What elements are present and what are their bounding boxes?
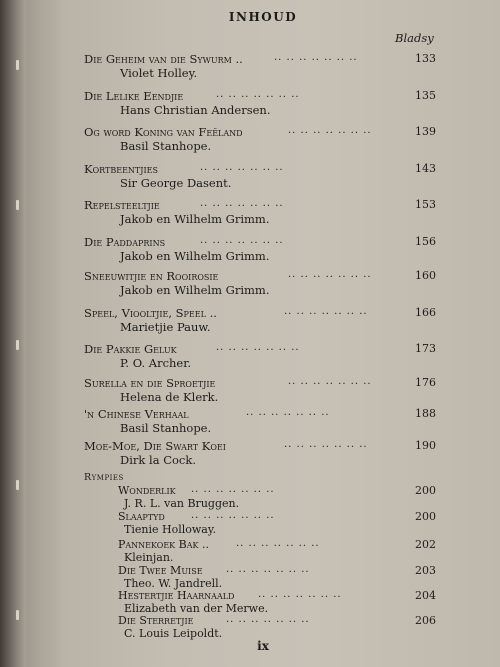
entry-title: Speel, Viooltjie, Speel .. [84, 306, 217, 320]
entry-title: Die Twee Muise [118, 564, 203, 577]
entry-page-number: 166 [415, 306, 436, 319]
toc-entry [26, 52, 500, 82]
entry-title: Surella en die Sproetjie [84, 376, 216, 390]
entry-title: Kortbeentjies [84, 162, 158, 176]
section-heading: Rympies [84, 472, 124, 483]
toc-entry [26, 439, 500, 469]
entry-author: Jakob en Wilhelm Grimm. [120, 283, 270, 297]
toc-entry [26, 198, 500, 228]
entry-page-number: 143 [415, 162, 436, 175]
entry-title: Wonderlik [118, 484, 176, 497]
entry-page-number: 153 [415, 198, 436, 211]
entry-author: Hans Christian Andersen. [120, 103, 271, 117]
dot-leader: .. .. .. .. .. .. .. [246, 407, 330, 418]
binding-stitch [16, 610, 19, 620]
dot-leader: .. .. .. .. .. .. .. [284, 306, 368, 317]
entry-title: Slaaptyd [118, 510, 165, 523]
dot-leader: .. .. .. .. .. .. .. [200, 198, 284, 209]
dot-leader: .. .. .. .. .. .. .. [288, 376, 372, 387]
entry-title: Hestertjie Haarnaald [118, 589, 235, 602]
entry-title: Die Pakkie Geluk [84, 342, 177, 356]
toc-entry [26, 235, 500, 265]
entry-page-number: 156 [415, 235, 436, 248]
book-spine [0, 0, 26, 667]
toc-entry [26, 376, 500, 406]
dot-leader: .. .. .. .. .. .. .. [288, 269, 372, 280]
entry-page-number: 200 [415, 510, 436, 523]
dot-leader: .. .. .. .. .. .. .. [288, 125, 372, 136]
binding-stitch [16, 340, 19, 350]
entry-author: Jakob en Wilhelm Grimm. [120, 249, 270, 263]
page-column-label: Bladsy [395, 31, 434, 45]
entry-page-number: 160 [415, 269, 436, 282]
entry-author: Marietjie Pauw. [120, 320, 211, 334]
entry-title: Die Paddaprins [84, 235, 166, 249]
dot-leader: .. .. .. .. .. .. .. [191, 510, 275, 521]
entry-title: Die Sterretjie [118, 614, 194, 627]
dot-leader: .. .. .. .. .. .. .. [236, 538, 320, 549]
entry-author: Helena de Klerk. [120, 390, 219, 404]
entry-author: P. O. Archer. [120, 356, 192, 370]
entry-author: Basil Stanhope. [120, 139, 212, 153]
entry-page-number: 135 [415, 89, 436, 102]
entry-title: 'n Chinese Verhaal [84, 407, 189, 421]
entry-title: Repelsteeltjie [84, 198, 160, 212]
entry-page-number: 200 [415, 484, 436, 497]
dot-leader: .. .. .. .. .. .. .. [226, 564, 310, 575]
dot-leader: .. .. .. .. .. .. .. [216, 89, 300, 100]
binding-stitch [16, 200, 19, 210]
toc-entry [26, 162, 500, 192]
entry-page-number: 204 [415, 589, 436, 602]
dot-leader: .. .. .. .. .. .. .. [226, 614, 310, 625]
dot-leader: .. .. .. .. .. .. .. [258, 589, 342, 600]
entry-author: J. R. L. van Bruggen. [124, 497, 240, 510]
entry-author: Theo. W. Jandrell. [124, 577, 223, 590]
entry-page-number: 188 [415, 407, 436, 420]
toc-sub-entry [26, 510, 500, 540]
entry-page-number: 206 [415, 614, 436, 627]
entry-page-number: 176 [415, 376, 436, 389]
binding-stitch [16, 480, 19, 490]
dot-leader: .. .. .. .. .. .. .. [274, 52, 358, 63]
page-title: INHOUD [228, 10, 298, 24]
dot-leader: .. .. .. .. .. .. .. [200, 235, 284, 246]
dot-leader: .. .. .. .. .. .. .. [284, 439, 368, 450]
toc-entry [26, 306, 500, 336]
entry-page-number: 203 [415, 564, 436, 577]
entry-author: Dirk la Cock. [120, 453, 196, 467]
toc-entry [26, 269, 500, 299]
entry-title: Die Lelike Eendjie [84, 89, 184, 103]
entry-author: Jakob en Wilhelm Grimm. [120, 212, 270, 226]
toc-entry [26, 342, 500, 372]
toc-entry [26, 89, 500, 119]
binding-stitch [16, 60, 19, 70]
entry-page-number: 133 [415, 52, 436, 65]
entry-title: Sneeuwitjie en Rooirosie [84, 269, 219, 283]
entry-author: Tienie Holloway. [124, 523, 217, 536]
entry-page-number: 190 [415, 439, 436, 452]
entry-title: Pannekoek Bak .. [118, 538, 209, 551]
entry-author: C. Louis Leipoldt. [124, 627, 223, 640]
entry-title: Og word Koning van Feëland [84, 125, 243, 139]
dot-leader: .. .. .. .. .. .. .. [216, 342, 300, 353]
entry-author: Kleinjan. [124, 551, 174, 564]
contents-page [26, 0, 500, 667]
dot-leader: .. .. .. .. .. .. .. [191, 484, 275, 495]
toc-entry [26, 125, 500, 155]
entry-author: Elizabeth van der Merwe. [124, 602, 269, 615]
toc-entry [26, 407, 500, 437]
entry-page-number: 139 [415, 125, 436, 138]
entry-title: Die Geheim van die Sywurm .. [84, 52, 243, 66]
entry-author: Basil Stanhope. [120, 421, 212, 435]
page-folio: ix [257, 639, 269, 653]
dot-leader: .. .. .. .. .. .. .. [200, 162, 284, 173]
entry-author: Violet Holley. [120, 66, 198, 80]
entry-page-number: 202 [415, 538, 436, 551]
entry-page-number: 173 [415, 342, 436, 355]
entry-title: Moe-Moe, Die Swart Koei [84, 439, 226, 453]
entry-author: Sir George Dasent. [120, 176, 232, 190]
